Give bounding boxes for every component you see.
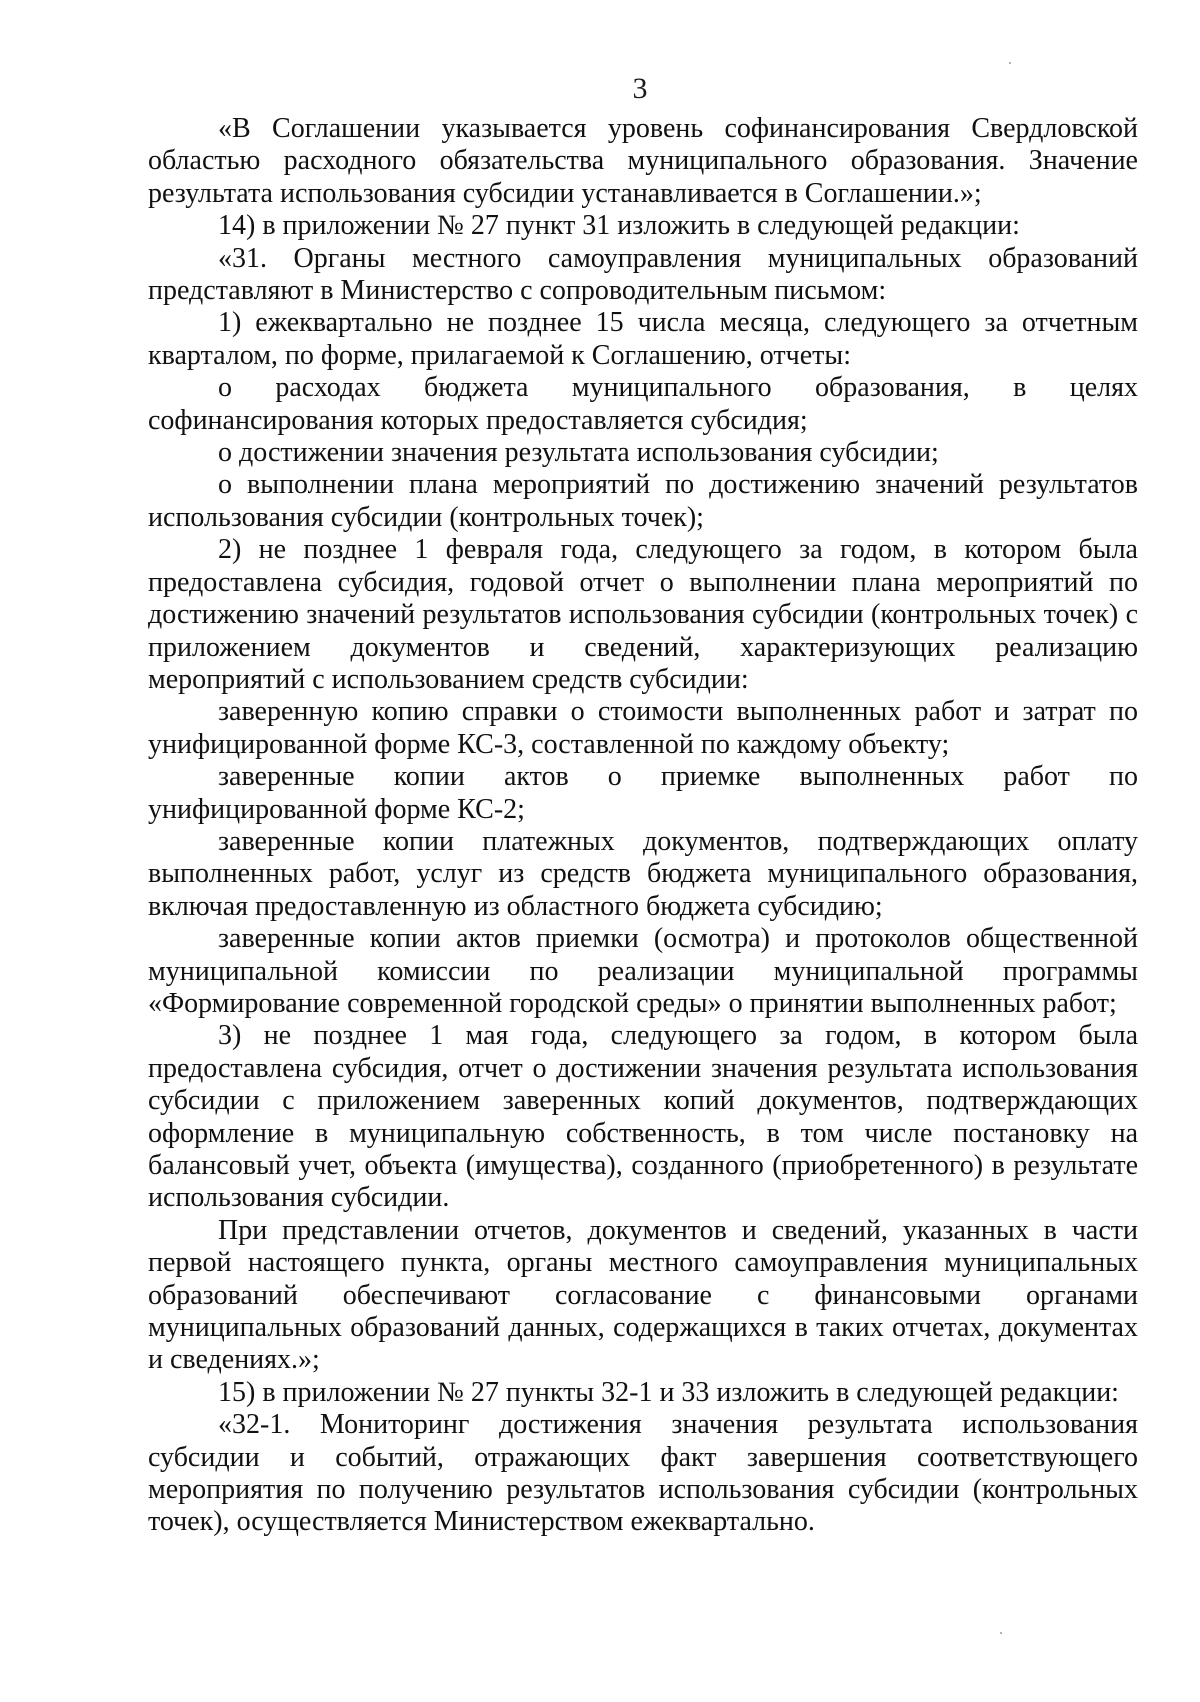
paragraph: 2) не позднее 1 февраля года, следующего за годом, в котором была предоставлена субсидия, годовой отчет о выполнении плана мероприятий по достижению значений результатов использования субсидии (контрольных точек) с приложением документов и сведений, характеризующих реализацию мероприятий с использованием средств субсидии: bbox=[148, 534, 1138, 695]
paragraph: «32-1. Мониторинг достижения значения результата использования субсидии и событий, отражающих факт завершения соответствующего мероприятия по получению результатов использования субсидии (контрольных точек), осуществляется Министерством ежеквартально. bbox=[148, 1409, 1138, 1538]
paragraph: о выполнении плана мероприятий по достижению значений результатов использования субсидии (контрольных точек); bbox=[148, 469, 1138, 533]
paragraph: о расходах бюджета муниципального образования, в целях софинансирования которых предоставляется субсидия; bbox=[148, 372, 1138, 436]
paragraph: о достижении значения результата использования субсидии; bbox=[218, 437, 939, 469]
scan-speck bbox=[1000, 1632, 1002, 1634]
paragraph: заверенные копии актов о приемке выполненных работ по унифицированной форме КС-2; bbox=[148, 761, 1138, 825]
paragraph: 1) ежеквартально не позднее 15 числа месяца, следующего за отчетным кварталом, по форме, прилагаемой к Соглашению, отчеты: bbox=[148, 307, 1138, 371]
paragraph: 3) не позднее 1 мая года, следующего за годом, в котором была предоставлена субсидия, отчет о достижении значения результата использования субсидии с приложением заверенных копий документов, подтверждающих оформление в муниципальную собственность, в том числе постановку на балансовый учет, объекта (имущества), созданного (приобретенного) в результате использования субсидии. bbox=[148, 1020, 1138, 1214]
paragraph: При представлении отчетов, документов и сведений, указанных в части первой настоящего пункта, органы местного самоуправления муниципальных образований обеспечивают согласование с финансовыми органами муниципальных образований данных, содержащихся в таких отчетах, документах и сведениях.»; bbox=[148, 1214, 1138, 1376]
paragraph: заверенные копии актов приемки (осмотра) и протоколов общественной муниципальной комиссии по реализации муниципальной программы «Формирование современной городской среды» о принятии выполненных работ; bbox=[148, 923, 1138, 1019]
paragraph: 15) в приложении № 27 пункты 32-1 и 33 изложить в следующей редакции: bbox=[218, 1376, 1119, 1408]
paragraph: «В Соглашении указывается уровень софинансирования Свердловской областью расходного обязательства муниципального образования. Значение результата использования субсидии устанавливается в Соглашении.»; bbox=[148, 113, 1138, 209]
paragraph: заверенную копию справки о стоимости выполненных работ и затрат по унифицированной форме КС-3, составленной по каждому объекту; bbox=[148, 696, 1138, 760]
paragraph: 14) в приложении № 27 пункт 31 изложить в следующей редакции: bbox=[218, 210, 1020, 242]
paragraph: заверенные копии платежных документов, подтверждающих оплату выполненных работ, услуг из средств бюджета муниципального образования, включая предоставленную из областного бюджета субсидию; bbox=[148, 825, 1138, 922]
page-number: 3 bbox=[632, 72, 648, 105]
document-body bbox=[148, 113, 1138, 1539]
scan-speck bbox=[1009, 62, 1011, 64]
paragraph: «31. Органы местного самоуправления муниципальных образований представляют в Министерство с сопроводительным письмом: bbox=[148, 242, 1138, 307]
